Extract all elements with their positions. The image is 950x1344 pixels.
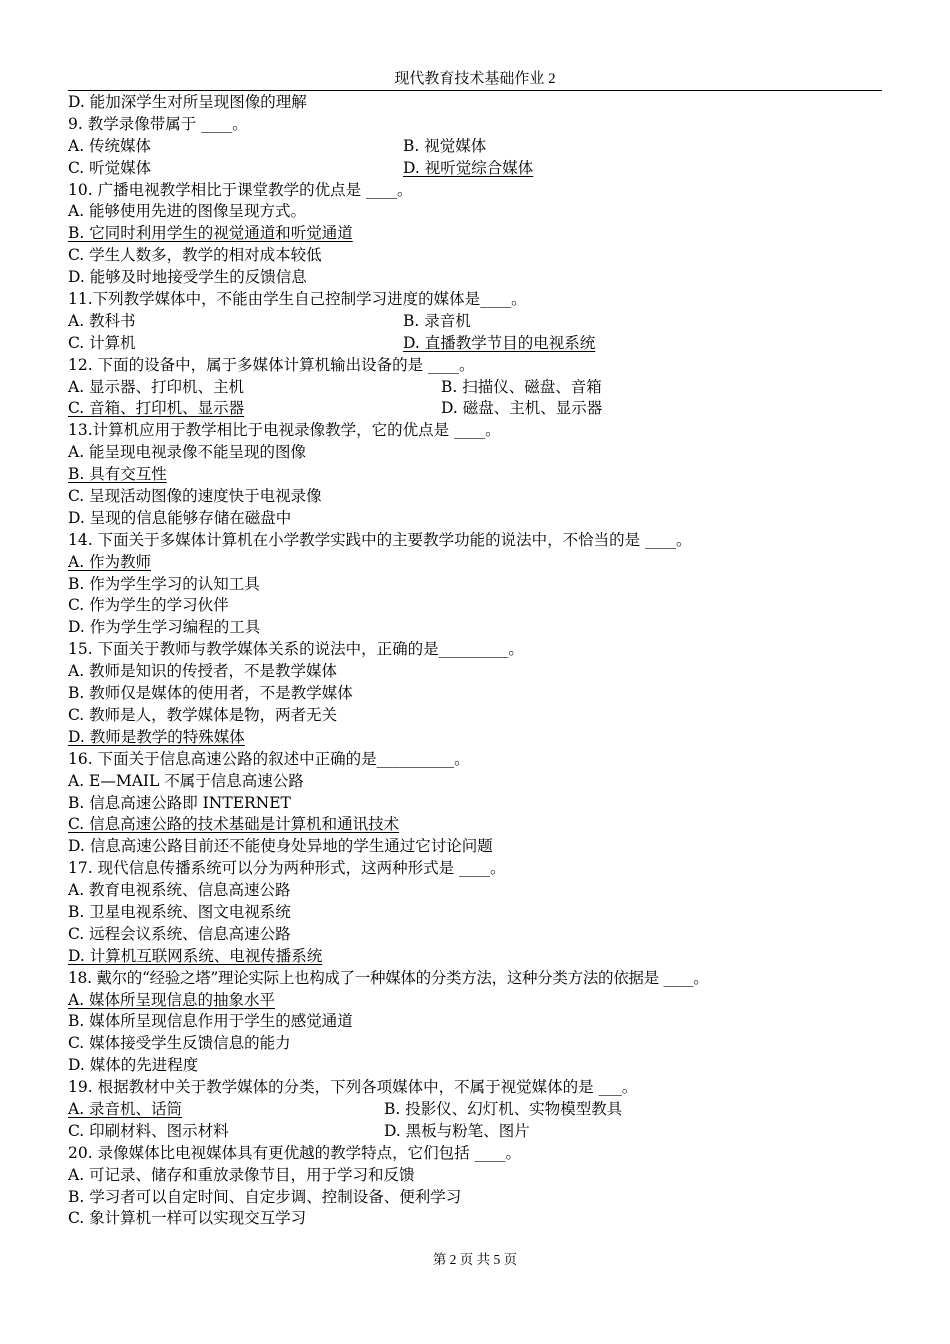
option-line <box>68 990 888 1012</box>
option-line: B. 卫星电视系统、图文电视系统 <box>68 902 291 921</box>
document-body <box>68 92 888 1230</box>
option-line: C. 象计算机一样可以实现交互学习 <box>68 1209 307 1228</box>
option-line: A. 教师是知识的传授者，不是教学媒体 <box>68 662 338 681</box>
option-line: D. 呈现的信息能够存储在磁盘中 <box>68 508 292 527</box>
question-20: 20. 录像媒体比电视媒体具有更优越的教学特点，它们包括 ____。 <box>68 1143 522 1162</box>
option-line: C. 印刷材料、图示材料 D. 黑板与粉笔、图片 <box>68 1121 530 1140</box>
option-line: C. 作为学生的学习伙伴 <box>68 596 229 615</box>
question-14: 14. 下面关于多媒体计算机在小学教学实践中的主要教学功能的说法中，不恰当的是 ____。 <box>68 530 692 549</box>
question-18: 18. 戴尔的“经验之塔”理论实际上也构成了一种媒体的分类方法，这种分类方法的依据是 ____。 <box>68 968 709 987</box>
question-12: 12. 下面的设备中，属于多媒体计算机输出设备的是 ____。 <box>68 355 475 374</box>
question-10: 10. 广播电视教学相比于课堂教学的优点是 ____。 <box>68 180 413 199</box>
option-line: D. 作为学生学习编程的工具 <box>68 618 261 637</box>
option-line: B. 信息高速公路即 INTERNET <box>68 793 291 812</box>
correct-answer: A. 媒体所呈现信息的抽象水平 <box>68 990 276 1009</box>
option-line <box>68 814 888 836</box>
page-number: 第 2 页 共 5 页 <box>432 1252 518 1267</box>
option-line: C. 听觉媒体 D. 视听觉综合媒体 <box>68 158 888 180</box>
option-line: D. 信息高速公路目前还不能使身处异地的学生通过它讨论问题 <box>68 837 493 856</box>
option-line: C. 计算机 D. 直播教学节目的电视系统 <box>68 333 888 355</box>
option-line <box>68 946 888 968</box>
option-line: C. 媒体接受学生反馈信息的能力 <box>68 1034 291 1053</box>
option-line: C. 教师是人，教学媒体是物，两者无关 <box>68 705 338 724</box>
option-line: A. 传统媒体 B. 视觉媒体 <box>68 136 487 155</box>
question-9: 9. 教学录像带属于 ____。 <box>68 114 248 133</box>
option-line: A. 能够使用先进的图像呈现方式。 <box>68 202 307 221</box>
correct-answer: D. 视听觉综合媒体 <box>403 158 534 177</box>
question-16: 16. 下面关于信息高速公路的叙述中正确的是__________。 <box>68 749 470 768</box>
question-17: 17. 现代信息传播系统可以分为两种形式，这两种形式是 ____。 <box>68 859 506 878</box>
option-line: A. 显示器、打印机、主机 B. 扫描仪、磁盘、音箱 <box>68 377 602 396</box>
correct-answer: B. 它同时利用学生的视觉通道和听觉通道 <box>68 224 353 243</box>
correct-answer: B. 具有交互性 <box>68 465 167 484</box>
question-15: 15. 下面关于教师与教学媒体关系的说法中，正确的是_________。 <box>68 640 524 659</box>
option-line: C. 学生人数多，教学的相对成本较低 <box>68 246 322 265</box>
option-line <box>68 464 888 486</box>
option-line: C. 音箱、打印机、显示器 D. 磁盘、主机、显示器 <box>68 399 603 418</box>
option-line <box>68 552 888 574</box>
header-rule <box>68 90 882 91</box>
option-line: A. 教科书 B. 录音机 <box>68 311 471 330</box>
page-header-title: 现代教育技术基础作业 2 <box>394 71 556 87</box>
option-line: C. 呈现活动图像的速度快于电视录像 <box>68 487 322 506</box>
correct-answer: A. 作为教师 <box>68 552 152 571</box>
option-line: A. E—MAIL 不属于信息高速公路 <box>68 771 304 790</box>
option-line: D. 媒体的先进程度 <box>68 1056 199 1075</box>
option-line: B. 教师仅是媒体的使用者，不是教学媒体 <box>68 684 353 703</box>
option-line: B. 媒体所呈现信息作用于学生的感觉通道 <box>68 1012 353 1031</box>
correct-answer: D. 教师是教学的特殊媒体 <box>68 727 245 746</box>
option-line: A. 能呈现电视录像不能呈现的图像 <box>68 443 307 462</box>
correct-answer: A. 录音机、话筒 <box>68 1099 183 1118</box>
correct-answer: C. 音箱、打印机、显示器 <box>68 399 245 418</box>
question-13: 13.计算机应用于教学相比于电视录像教学，它的优点是 ____。 <box>68 421 501 440</box>
option-line: A. 可记录、储存和重放录像节目，用于学习和反馈 <box>68 1165 415 1184</box>
option-line: D. 能够及时地接受学生的反馈信息 <box>68 268 307 287</box>
option-line: B. 作为学生学习的认知工具 <box>68 574 260 593</box>
option-line: B. 学习者可以自定时间、自定步调、控制设备、便利学习 <box>68 1187 462 1206</box>
option-line: C. 远程会议系统、信息高速公路 <box>68 924 291 943</box>
text-line: D. 能加深学生对所呈现图像的理解 <box>68 93 307 111</box>
correct-answer: C. 信息高速公路的技术基础是计算机和通讯技术 <box>68 815 400 834</box>
option-line: A. 教育电视系统、信息高速公路 <box>68 881 291 900</box>
question-19: 19. 根据教材中关于教学媒体的分类，下列各项媒体中，不属于视觉媒体的是 ___。 <box>68 1078 638 1097</box>
option-line <box>68 727 888 749</box>
correct-answer: D. 计算机互联网系统、电视传播系统 <box>68 946 323 965</box>
question-11: 11.下列教学媒体中，不能由学生自己控制学习进度的媒体是____。 <box>68 290 527 309</box>
option-line <box>68 223 888 245</box>
option-line: A. 录音机、话筒 B. 投影仪、幻灯机、实物模型教具 <box>68 1099 623 1118</box>
correct-answer: D. 直播教学节目的电视系统 <box>403 333 596 352</box>
